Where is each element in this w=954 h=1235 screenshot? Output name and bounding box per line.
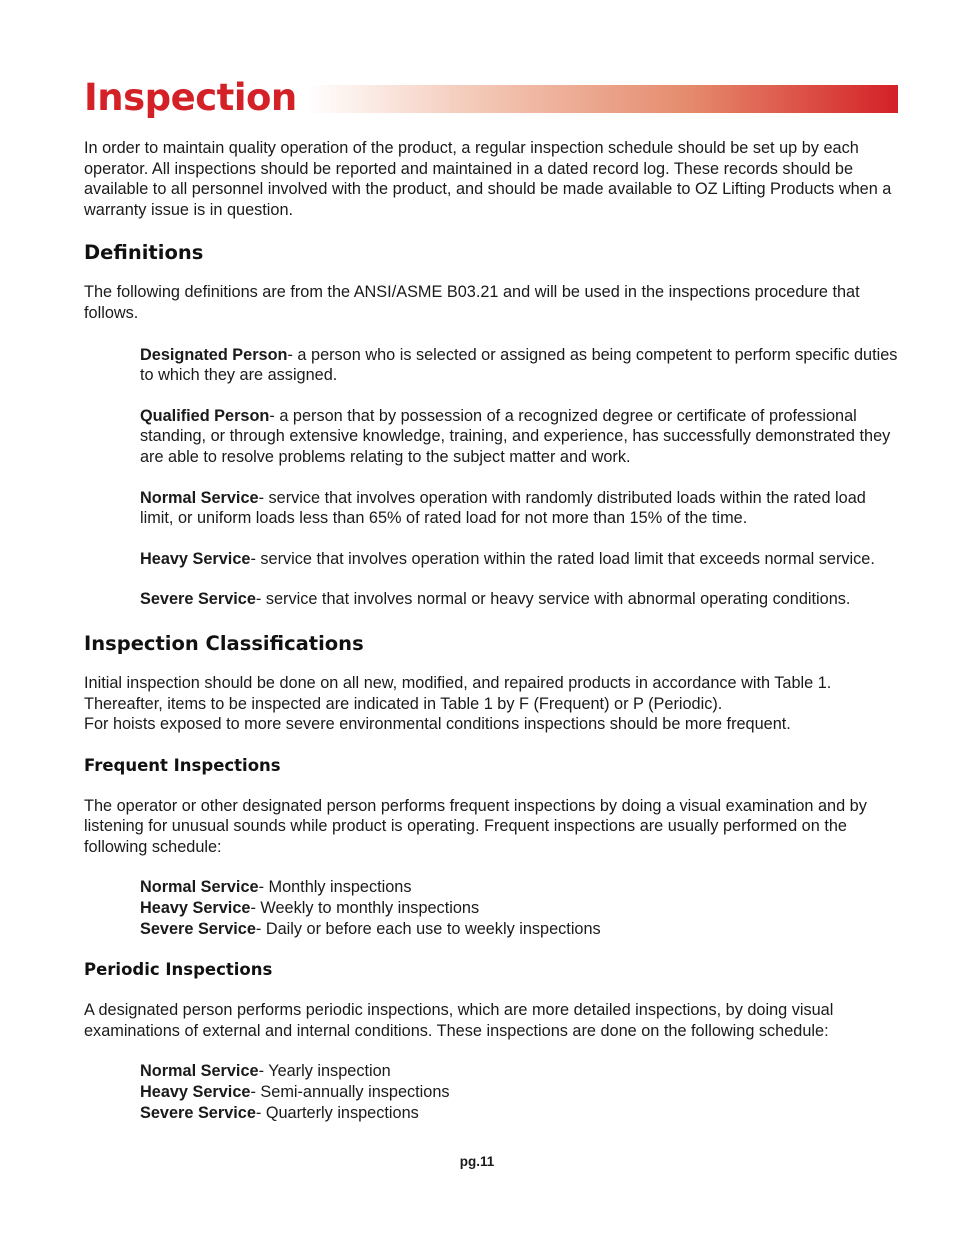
page-number: pg.11 <box>459 1154 495 1169</box>
definitions-heading: Definitions <box>84 241 204 265</box>
definition-item <box>140 406 898 468</box>
page-title: Inspection <box>84 76 297 119</box>
definition-text: - a person that by possession of a recognized degree or certificate of professional standing, or through extensive knowledge, training, and experience, has successfully demonstrated they are able to resolve problems relating to the subject matter and work. <box>140 406 891 466</box>
periodic-schedule <box>140 1061 898 1123</box>
frequent-intro: The operator or other designated person performs frequent inspections by doing a visual examination and by listening for unusual sounds while product is operating. Frequent inspections are usually performed on the following schedule: <box>84 796 867 856</box>
schedule-term: Normal Service <box>140 1062 259 1081</box>
intro-paragraph: In order to maintain quality operation of the product, a regular inspection schedule should be set up by each operator. All inspections should be reported and maintained in a dated record log. These records should be available to all personnel involved with the product, and should be made available to OZ Lifting Products when a warranty issue is in question. <box>84 139 892 219</box>
definitions-intro: The following definitions are from the ANSI/ASME B03.21 and will be used in the inspections procedure that follows. <box>84 283 860 322</box>
schedule-item <box>140 1061 898 1082</box>
schedule-term: Heavy Service <box>140 899 251 918</box>
definition-term: Qualified Person <box>140 406 270 425</box>
schedule-text: - Daily or before each use to weekly inspections <box>255 919 601 938</box>
classifications-heading: Inspection Classifications <box>84 631 364 655</box>
definition-item <box>140 589 898 610</box>
schedule-text: - Monthly inspections <box>258 878 412 897</box>
definition-term: Heavy Service <box>140 549 251 568</box>
definition-term: Normal Service <box>140 488 259 507</box>
schedule-item <box>140 919 898 940</box>
schedule-term: Severe Service <box>140 919 256 938</box>
definition-term: Designated Person <box>140 345 288 364</box>
schedule-item <box>140 898 898 919</box>
definition-text: - service that involves operation with randomly distributed loads within the rated load limit, or uniform loads less than 65% of rated load for not more than 15% of the time. <box>140 488 866 528</box>
schedule-text: - Weekly to monthly inspections <box>250 899 480 918</box>
definition-item <box>140 549 898 570</box>
schedule-term: Normal Service <box>140 878 259 897</box>
definition-item <box>140 488 898 529</box>
definition-text: - service that involves operation within the rated load limit that exceeds normal service. <box>250 549 875 568</box>
title-gradient-bar <box>307 85 898 113</box>
classifications-paragraph: Initial inspection should be done on all new, modified, and repaired products in accordance with Table 1. Thereafter, items to be inspected are indicated in Table 1 by F (Frequent) or P (Periodic). <box>84 673 832 713</box>
classifications-paragraph-2: For hoists exposed to more severe environmental conditions inspections should be more frequent. <box>84 715 791 734</box>
schedule-item <box>140 877 898 898</box>
schedule-text: - Yearly inspection <box>258 1062 391 1081</box>
periodic-heading: Periodic Inspections <box>84 960 273 980</box>
schedule-item <box>140 1082 898 1103</box>
definition-text: - service that involves normal or heavy service with abnormal operating conditions. <box>255 590 851 609</box>
title-row <box>84 74 898 122</box>
periodic-intro: A designated person performs periodic inspections, which are more detailed inspections, by doing visual examinations of external and internal conditions. These inspections are done on the following schedule: <box>84 1001 834 1040</box>
schedule-text: - Quarterly inspections <box>255 1103 419 1122</box>
definition-text: - a person who is selected or assigned as being competent to perform specific duties to which they are assigned. <box>140 345 898 385</box>
schedule-text: - Semi-annually inspections <box>250 1083 450 1102</box>
schedule-term: Severe Service <box>140 1103 256 1122</box>
schedule-item <box>140 1103 898 1124</box>
document-page <box>84 74 898 1123</box>
frequent-heading: Frequent Inspections <box>84 755 281 775</box>
schedule-term: Heavy Service <box>140 1083 251 1102</box>
definition-term: Severe Service <box>140 590 256 609</box>
definition-item <box>140 345 898 386</box>
frequent-schedule <box>140 877 898 939</box>
